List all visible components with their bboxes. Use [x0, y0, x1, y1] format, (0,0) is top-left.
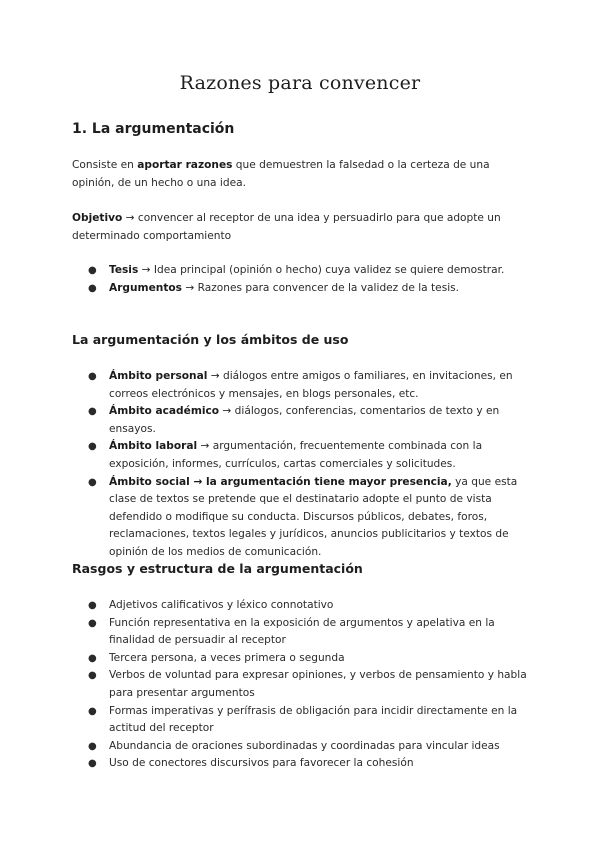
item-text: → Razones para convencer de la validez de la tesis.: [181, 281, 460, 294]
objective-paragraph: [72, 210, 534, 245]
page-title: Razones para convencer: [179, 72, 421, 94]
argumentation-parts-list: [86, 262, 534, 297]
bullet-icon: ●: [88, 406, 97, 418]
bullet-icon: ●: [88, 670, 97, 682]
item-text: Función representativa en la exposición de argumentos y apelativa en la finalidad de persuadir al receptor: [109, 616, 495, 647]
item-text: → Idea principal (opinión o hecho) cuya validez se quiere demostrar.: [138, 264, 505, 276]
bullet-icon: ●: [88, 371, 97, 382]
list-item: [86, 368, 534, 403]
bullet-icon: ●: [88, 617, 97, 629]
bullet-icon: ●: [88, 705, 97, 717]
item-text: → diálogos, conferencias, comentarios de texto y en ensayos.: [109, 405, 500, 435]
item-text: Formas imperativas y perífrasis de obligación para incidir directamente en la actitud del receptor: [109, 704, 518, 735]
list-item: [86, 615, 534, 650]
intro-text-rest: que demuestren la falsedad o la certeza de una opinión, de un hecho o una idea.: [72, 159, 490, 189]
section-heading-argumentacion: 1. La argumentación: [72, 121, 235, 137]
intro-bold: aportar razones: [137, 159, 233, 171]
item-text: ya que esta clase de textos se pretende que el destinatario adopte el punto de vista defendido o modifique su conducta. Discursos públicos, debates, foros, reclamaciones, textos legales y jurídicos, anuncios publicitarios y textos de opinión de los medios de comunicación.: [109, 475, 518, 558]
item-label: Ámbito académico: [109, 405, 220, 418]
item-text: → argumentación, frecuentemente combinada con la exposición, informes, currículos, cartas comerciales y solicitudes.: [109, 440, 483, 470]
item-label: Ámbito laboral: [109, 440, 198, 453]
list-item: [86, 738, 534, 756]
list-item: [86, 650, 534, 668]
bullet-icon: ●: [88, 740, 97, 752]
rasgos-list: [86, 597, 534, 773]
item-text: → diálogos entre amigos o familiares, en invitaciones, en correos electrónicos y mensajes, en blogs personales, etc.: [109, 370, 513, 400]
bullet-icon: ●: [88, 476, 97, 488]
bullet-icon: ●: [88, 282, 97, 294]
list-item: [86, 403, 534, 438]
item-text: Tercera persona, a veces primera o segunda: [109, 651, 345, 664]
bullet-icon: ●: [88, 758, 97, 770]
list-item: [86, 667, 534, 702]
item-label: Argumentos: [109, 281, 182, 294]
item-text: Uso de conectores discursivos para favorecer la cohesión: [109, 757, 414, 770]
item-text: Adjetivos calificativos y léxico connotativo: [109, 599, 334, 611]
item-text: Verbos de voluntad para expresar opiniones, y verbos de pensamiento y habla para presentar argumentos: [109, 669, 527, 699]
list-item: [86, 755, 534, 773]
item-label: Ámbito social → la argumentación tiene mayor presencia,: [109, 475, 452, 488]
intro-paragraph: [72, 157, 534, 192]
item-text: Abundancia de oraciones subordinadas y coordinadas para vincular ideas: [109, 739, 500, 752]
bullet-icon: ●: [88, 441, 97, 453]
objective-text: → convencer al receptor de una idea y persuadirlo para que adopte un determinado comportamiento: [72, 212, 501, 242]
list-item: [86, 280, 534, 298]
bullet-icon: ●: [88, 265, 97, 276]
section-heading-rasgos: Rasgos y estructura de la argumentación: [72, 561, 363, 576]
section-heading-ambitos: La argumentación y los ámbitos de uso: [72, 332, 349, 347]
intro-text: Consiste en: [72, 159, 138, 171]
ambitos-list: [86, 368, 534, 562]
list-item: [86, 474, 534, 562]
bullet-icon: ●: [88, 652, 97, 664]
list-item: [86, 262, 534, 280]
item-label: Ámbito personal: [109, 370, 208, 382]
list-item: [86, 703, 534, 738]
objective-label: Objetivo: [72, 212, 123, 224]
item-label: Tesis: [109, 264, 139, 276]
list-item: [86, 438, 534, 473]
bullet-icon: ●: [88, 600, 97, 611]
list-item: [86, 597, 534, 615]
